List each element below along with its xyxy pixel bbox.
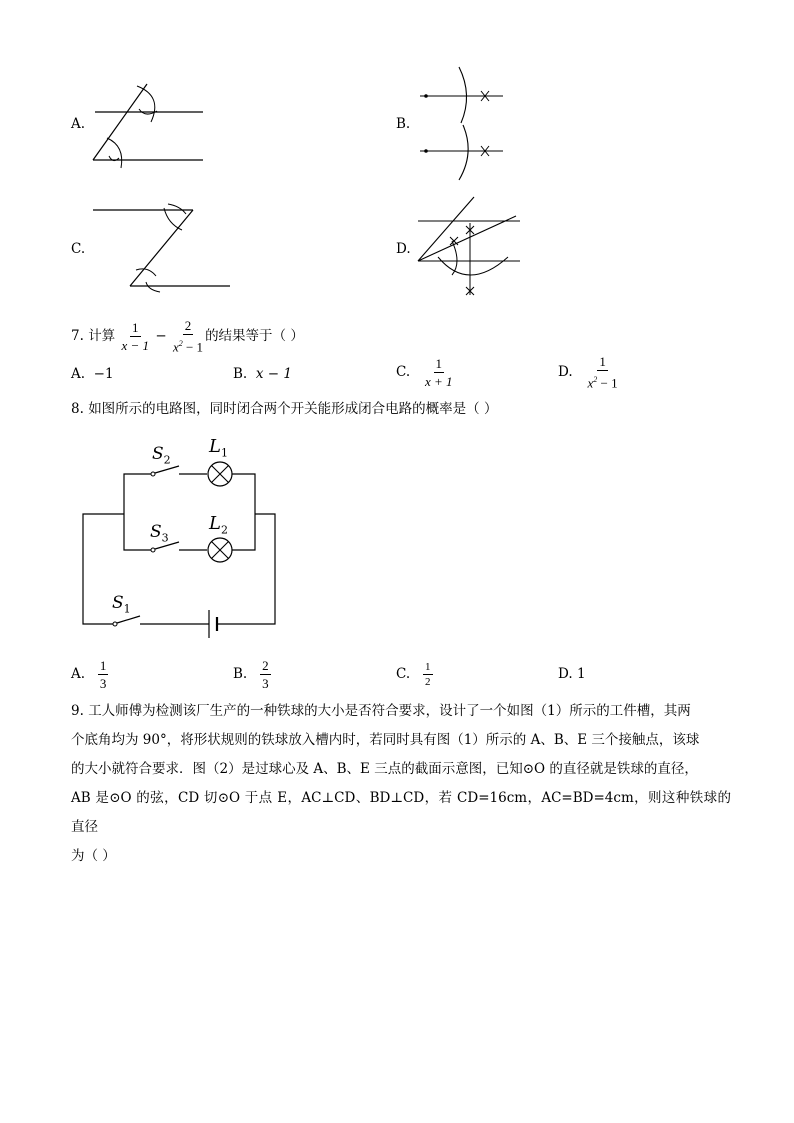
q6-figure-d bbox=[412, 193, 527, 303]
q6-figure-b bbox=[415, 65, 510, 185]
q7-fraction-2: $\frac{2}{x^2 - 1}$ bbox=[172, 318, 204, 355]
q7-stem bbox=[71, 318, 304, 355]
circuit-label-l1: $L_1$ bbox=[209, 436, 228, 460]
q6-figure-a bbox=[85, 78, 210, 173]
q8-option-d: D. 1 bbox=[558, 666, 586, 682]
q9-line-5: 为（ ） bbox=[71, 848, 116, 864]
q7-suffix: 的结果等于（ ） bbox=[205, 328, 304, 344]
q7-number: 7. bbox=[71, 328, 84, 344]
q7-fraction-1: $\frac{1}{x - 1}$ bbox=[121, 320, 150, 353]
q8-number: 8. bbox=[71, 401, 84, 417]
q7-minus: − bbox=[155, 328, 167, 344]
q9-stem bbox=[71, 697, 731, 871]
q6-option-d-label: D. bbox=[396, 241, 411, 257]
circuit-label-s1: $S_1$ bbox=[112, 593, 131, 616]
q7-option-a: A. −1 bbox=[71, 366, 114, 382]
q6-figure-c bbox=[88, 200, 233, 295]
q8-option-c: C. $\frac{1}{2}$ bbox=[396, 661, 431, 688]
q9-line-1: 9. 工人师傅为检测该厂生产的一种铁球的大小是否符合要求，设计了一个如图（1）所示的工件槽，其两 bbox=[71, 703, 691, 719]
q7-option-b: B. x − 1 bbox=[233, 366, 292, 382]
circuit-label-s2: $S_2$ bbox=[152, 444, 171, 467]
circuit-wires bbox=[78, 436, 283, 641]
q9-line-3: 的大小就符合要求．图（2）是过球心及 A、B、E 三点的截面示意图，已知⊙O 的直径就是铁球的直径， bbox=[71, 761, 698, 777]
circuit-label-s3: $S_3$ bbox=[150, 522, 169, 545]
q7-option-c: C. $\frac{1}{x + 1}$ bbox=[396, 356, 453, 389]
q6-option-c-label: C. bbox=[71, 241, 86, 257]
circuit-label-l2: $L_2$ bbox=[209, 513, 228, 537]
q8-option-b: B. $\frac{2}{3}$ bbox=[233, 658, 269, 691]
q7-option-d: D. $\frac{1}{x^2 - 1}$ bbox=[558, 354, 618, 391]
q8-stem bbox=[71, 399, 497, 419]
q6-option-b-label: B. bbox=[396, 116, 411, 132]
q7-prefix: 计算 bbox=[88, 328, 116, 344]
q9-line-2: 个底角均为 90°，将形状规则的铁球放入槽内时，若同时具有图（1）所示的 A、B、E 三个接触点，该球 bbox=[71, 732, 700, 748]
q9-line-4: AB 是⊙O 的弦，CD 切⊙O 于点 E，AC⊥CD、BD⊥CD，若 CD=16cm，AC=BD=4cm，则这种铁球的直径 bbox=[71, 790, 731, 835]
q6-option-a-label: A. bbox=[71, 116, 86, 132]
q8-circuit-diagram bbox=[78, 436, 283, 641]
q8-text: 如图所示的电路图，同时闭合两个开关能形成闭合电路的概率是（ ） bbox=[88, 401, 498, 417]
q8-option-a: A. $\frac{1}{3}$ bbox=[71, 658, 107, 691]
